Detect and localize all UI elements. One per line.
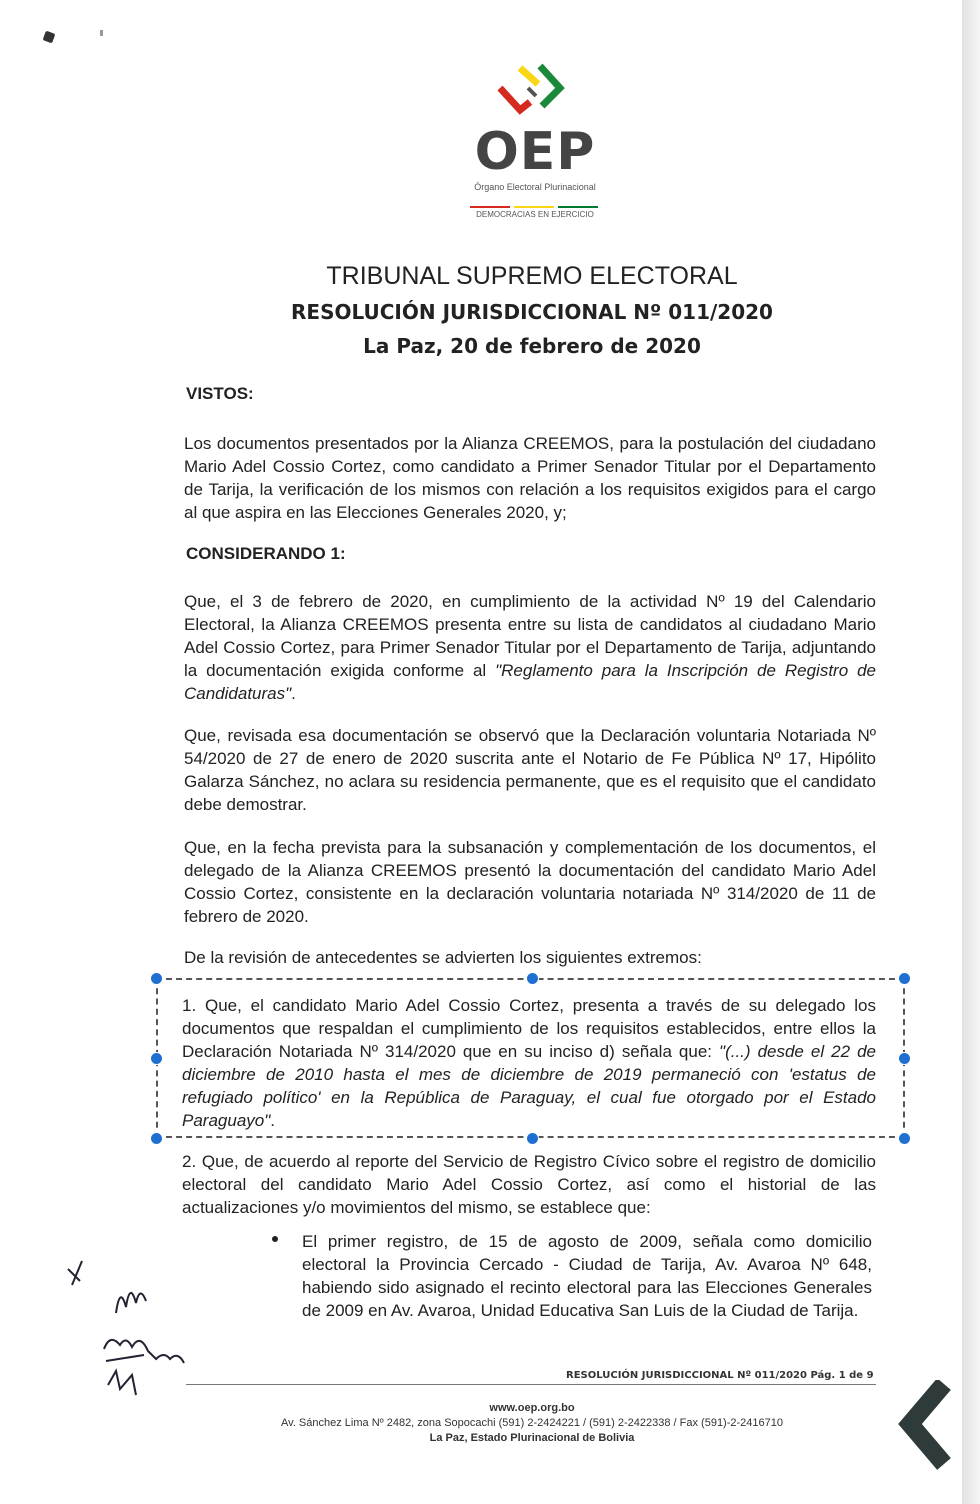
selection-handle-icon[interactable] — [150, 1052, 163, 1065]
selection-handle-icon[interactable] — [898, 1132, 911, 1145]
vistos-heading: VISTOS: — [186, 384, 254, 403]
footer-website: www.oep.org.bo — [489, 1402, 575, 1414]
footer-divider — [186, 1384, 876, 1385]
vistos-paragraph: Los documentos presentados por la Alianza CREEMOS, para la postulación del ciudadano Mario Adel Cossio Cortez, como candidato a Primer Senador Titular por el Departamento de Tarija, la verificación de los mismos con relación a los requisitos exigidos para el cargo al que aspira en las Elecciones Generales 2020, y; — [184, 434, 876, 522]
scan-mark — [100, 30, 103, 36]
handwritten-signature-icon — [60, 1255, 210, 1415]
item-1-selected-text[interactable]: 1. Que, el candidato Mario Adel Cossio Cortez, presenta a través de su delegado los documentos que respaldan el cumplimiento de los requisitos establecidos, entre ellos la Declaración Notariada Nº 314/2020 que en su inciso d) señala que: "(...) desde el 22 de diciembre de 2010 hasta el mes de diciembre de 2019 permaneció con 'estatus de refugiado político' en la República de Paraguay, el cual fue otorgado por el Estado Paraguayo". — [182, 996, 876, 1130]
footer-city: La Paz, Estado Plurinacional de Bolivia — [429, 1432, 635, 1444]
bullet-1-text: El primer registro, de 15 de agosto de 2009, señala como domicilio electoral la Provincia Cercado - Ciudad de Tarija, Av. Avaroa Nº 648, habiendo sido asignado el recinto electoral para las Elecciones Generales de 2009 en Av. Avaroa, Unidad Educativa San Luis de la Ciudad de Tarija. — [302, 1232, 872, 1320]
selection-handle-icon[interactable] — [150, 1132, 163, 1145]
logo-acronym: OEP — [474, 122, 596, 182]
footer-address: Av. Sánchez Lima Nº 2482, zona Sopocachi (591) 2-2424221 / (591) 2-2422338 / Fax (591)-2-2416710 — [281, 1417, 783, 1429]
considerando-paragraph-4: De la revisión de antecedentes se advierten los siguientes extremos: — [184, 948, 702, 967]
logo-subtitle: Órgano Electoral Plurinacional — [474, 182, 596, 192]
bullet-icon — [272, 1236, 278, 1242]
institution-title: TRIBUNAL SUPREMO ELECTORAL — [326, 262, 738, 290]
item-2-text: 2. Que, de acuerdo al reporte del Servicio de Registro Cívico sobre el registro de domicilio electoral del candidato Mario Adel Cossio Cortez, así como el historial de las actualizaciones y/o movimientos del mismo, se establece que: — [182, 1152, 876, 1217]
place-date: La Paz, 20 de febrero de 2020 — [363, 334, 701, 358]
page-reference: RESOLUCIÓN JURISDICCIONAL Nº 011/2020 Pág. 1 de 9 — [566, 1370, 874, 1381]
page-edge — [962, 0, 980, 1504]
selection-handle-icon[interactable] — [898, 1052, 911, 1065]
resolution-title: RESOLUCIÓN JURISDICCIONAL Nº 011/2020 — [291, 300, 773, 324]
oep-logo — [460, 58, 610, 228]
considerando-paragraph-1: Que, el 3 de febrero de 2020, en cumplimiento de la actividad Nº 19 del Calendario Electoral, la Alianza CREEMOS presenta entre su lista de candidatos al ciudadano Mario Adel Cossio Cortez, para Primer Senador Titular por el Departamento de Tarija, adjuntando la documentación exigida conforme al "Reglamento para la Inscripción de Registro de Candidaturas". — [184, 592, 876, 703]
selection-handle-icon[interactable] — [898, 972, 911, 985]
oep-logo-mark-icon — [490, 58, 580, 128]
scan-mark — [43, 31, 56, 44]
considerando-paragraph-2: Que, revisada esa documentación se observó que la Declaración voluntaria Notariada Nº 54/2020 de 27 de enero de 2020 suscrita ante el Notario de Fe Pública Nº 17, Hipólito Galarza Sánchez, no aclara su residencia permanente, que es el requisito que el candidato debe demostrar. — [184, 726, 876, 814]
considerando-heading: CONSIDERANDO 1: — [186, 544, 346, 563]
selection-handle-icon[interactable] — [526, 972, 539, 985]
selection-handle-icon[interactable] — [150, 972, 163, 985]
selection-handle-icon[interactable] — [526, 1132, 539, 1145]
chevron-left-icon[interactable] — [894, 1380, 974, 1470]
considerando-paragraph-3: Que, en la fecha prevista para la subsanación y complementación de los documentos, el delegado de la Alianza CREEMOS presentó la documentación del candidato Mario Adel Cossio Cortez, consistente en la declaración voluntaria notariada Nº 314/2020 de 11 de febrero de 2020. — [184, 838, 876, 926]
logo-slogan: DEMOCRACIAS EN EJERCICIO — [476, 210, 594, 219]
logo-color-bars — [468, 198, 602, 204]
